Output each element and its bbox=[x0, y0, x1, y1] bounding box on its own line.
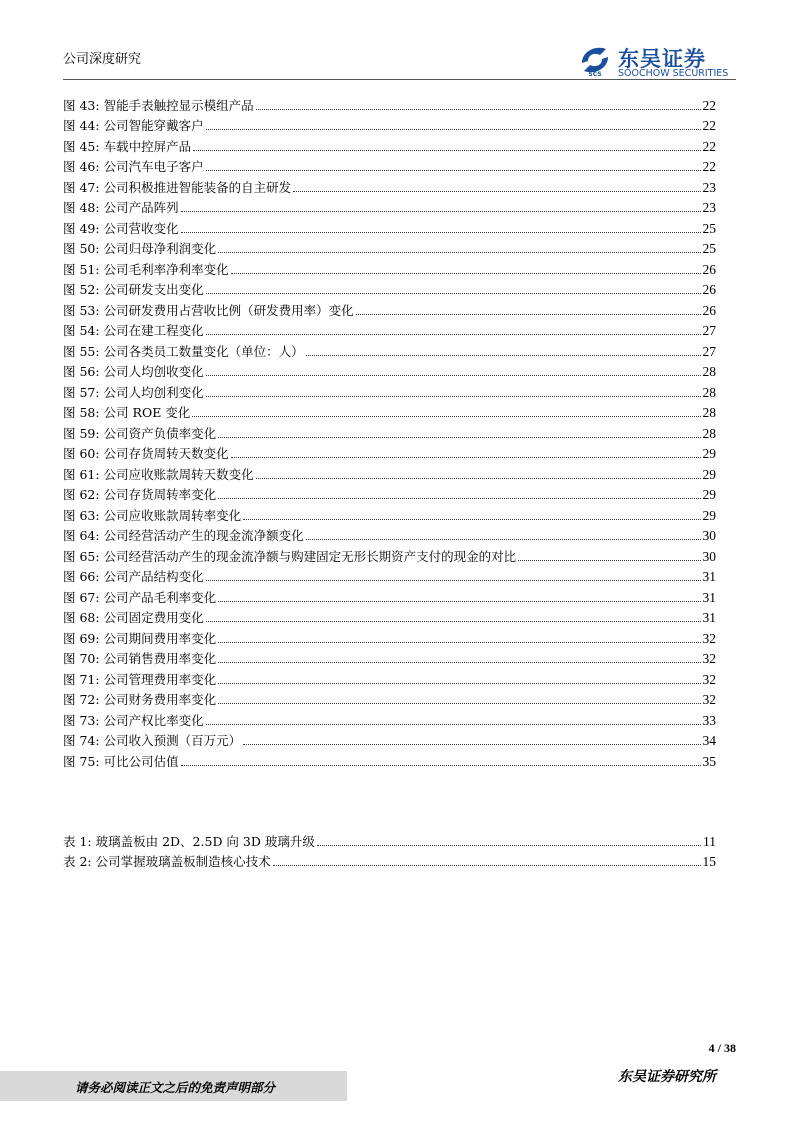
toc-entry-label: 图 45: 车载中控屏产品 bbox=[63, 138, 192, 154]
toc-entry[interactable] bbox=[63, 687, 716, 708]
toc-leader-dots bbox=[231, 272, 701, 274]
toc-leader-dots bbox=[231, 456, 701, 458]
toc-entry-page: 28 bbox=[702, 384, 716, 400]
toc-leader-dots bbox=[206, 333, 701, 335]
logo-mark-icon bbox=[578, 43, 612, 77]
toc-entry-label: 图 75: 可比公司估值 bbox=[63, 753, 179, 769]
toc-leader-dots bbox=[206, 395, 701, 397]
toc-leader-dots bbox=[218, 661, 700, 663]
toc-entry[interactable] bbox=[63, 748, 716, 769]
toc-entry-page: 28 bbox=[702, 425, 716, 441]
toc-entry-page: 33 bbox=[702, 712, 716, 728]
toc-entry-label: 图 63: 公司应收账款周转率变化 bbox=[63, 507, 242, 523]
toc-entry[interactable] bbox=[63, 461, 716, 482]
toc-entry-label: 图 67: 公司产品毛利率变化 bbox=[63, 589, 217, 605]
toc-entry[interactable] bbox=[63, 236, 716, 257]
toc-entry-page: 26 bbox=[702, 261, 716, 277]
toc-entry[interactable] bbox=[63, 256, 716, 277]
toc-entry[interactable] bbox=[63, 849, 716, 870]
toc-entry-page: 22 bbox=[702, 159, 716, 174]
toc-entry-label: 图 58: 公司 ROE 变化 bbox=[63, 405, 191, 420]
logo-chinese-name: 东吴证券 bbox=[618, 47, 706, 71]
toc-entry-page: 15 bbox=[702, 854, 716, 869]
toc-entry[interactable] bbox=[63, 564, 716, 585]
toc-entry-label: 图 52: 公司研发支出变化 bbox=[63, 282, 204, 297]
toc-entry-page: 25 bbox=[702, 220, 716, 236]
toc-entry[interactable] bbox=[63, 174, 716, 195]
toc-leader-dots bbox=[181, 764, 701, 766]
toc-leader-dots bbox=[192, 415, 700, 417]
toc-entry-page: 29 bbox=[702, 466, 716, 482]
toc-leader-dots bbox=[243, 743, 700, 745]
toc-entry-label: 图 65: 公司经营活动产生的现金流净额与购建固定无形长期资产支付的现金的对比 bbox=[63, 548, 517, 564]
toc-entry-page: 22 bbox=[702, 97, 716, 113]
toc-entry-label: 图 61: 公司应收账款周转天数变化 bbox=[63, 466, 254, 482]
footer-disclaimer: 请务必阅读正文之后的免责声明部分 bbox=[75, 1080, 276, 1095]
toc-leader-dots bbox=[256, 108, 701, 110]
toc-entry-page: 26 bbox=[702, 282, 716, 297]
toc-leader-dots bbox=[218, 436, 700, 438]
toc-leader-dots bbox=[293, 190, 700, 192]
toc-entry-label: 图 71: 公司管理费用率变化 bbox=[63, 671, 217, 687]
toc-entry[interactable] bbox=[63, 420, 716, 441]
figure-list bbox=[63, 92, 716, 769]
toc-entry-label: 图 74: 公司收入预测（百万元） bbox=[63, 733, 242, 748]
toc-leader-dots bbox=[181, 210, 701, 212]
toc-entry-label: 图 55: 公司各类员工数量变化（单位：人） bbox=[63, 343, 304, 359]
toc-entry-label: 图 51: 公司毛利率净利率变化 bbox=[63, 261, 229, 277]
toc-entry-label: 表 1: 玻璃盖板由 2D、2.5D 向 3D 玻璃升级 bbox=[63, 833, 315, 849]
toc-leader-dots bbox=[206, 128, 701, 130]
toc-entry-page: 23 bbox=[702, 200, 716, 215]
toc-entry-page: 31 bbox=[702, 589, 716, 605]
toc-entry-label: 图 57: 公司人均创利变化 bbox=[63, 384, 204, 400]
footer-organization: 东吴证券研究所 bbox=[618, 1069, 716, 1085]
toc-entry[interactable] bbox=[63, 277, 716, 298]
toc-entry-page: 29 bbox=[702, 487, 716, 502]
toc-entry-page: 32 bbox=[702, 671, 716, 687]
toc-leader-dots bbox=[206, 292, 701, 294]
toc-entry[interactable] bbox=[63, 195, 716, 216]
toc-entry-label: 图 54: 公司在建工程变化 bbox=[63, 323, 204, 338]
toc-entry[interactable] bbox=[63, 338, 716, 359]
toc-entry-label: 图 53: 公司研发费用占营收比例（研发费用率）变化 bbox=[63, 302, 354, 318]
page-number: 4 / 38 bbox=[708, 1041, 736, 1055]
toc-leader-dots bbox=[218, 702, 700, 704]
toc-entry[interactable] bbox=[63, 92, 716, 113]
toc-leader-dots bbox=[206, 169, 701, 171]
logo-english-name: SOOCHOW SECURITIES bbox=[618, 68, 729, 79]
toc-entry-page: 23 bbox=[702, 179, 716, 195]
header-divider bbox=[63, 79, 736, 80]
toc-leader-dots bbox=[218, 251, 700, 253]
toc-entry[interactable] bbox=[63, 318, 716, 339]
toc-entry-page: 32 bbox=[702, 651, 716, 666]
toc-leader-dots bbox=[206, 374, 701, 376]
toc-entry[interactable] bbox=[63, 543, 716, 564]
toc-leader-dots bbox=[218, 497, 700, 499]
toc-entry[interactable] bbox=[63, 379, 716, 400]
toc-entry-label: 图 48: 公司产品阵列 bbox=[63, 200, 179, 215]
toc-leader-dots bbox=[306, 538, 701, 540]
toc-entry-page: 30 bbox=[702, 528, 716, 543]
toc-entry[interactable] bbox=[63, 828, 716, 849]
toc-entry[interactable] bbox=[63, 728, 716, 749]
toc-leader-dots bbox=[273, 864, 701, 866]
toc-entry-page: 26 bbox=[702, 302, 716, 318]
toc-entry-page: 31 bbox=[702, 569, 716, 584]
toc-entry-page: 27 bbox=[702, 343, 716, 359]
toc-entry[interactable] bbox=[63, 584, 716, 605]
toc-leader-dots bbox=[206, 579, 701, 581]
toc-entry-label: 图 60: 公司存货周转天数变化 bbox=[63, 446, 229, 461]
toc-entry-page: 28 bbox=[702, 364, 716, 379]
toc-entry-label: 图 43: 智能手表触控显示模组产品 bbox=[63, 97, 254, 113]
toc-entry[interactable] bbox=[63, 605, 716, 626]
toc-leader-dots bbox=[256, 477, 701, 479]
toc-entry-label: 图 72: 公司财务费用率变化 bbox=[63, 692, 217, 707]
toc-entry-label: 图 56: 公司人均创收变化 bbox=[63, 364, 204, 379]
toc-entry-label: 图 47: 公司积极推进智能装备的自主研发 bbox=[63, 179, 292, 195]
toc-entry[interactable] bbox=[63, 646, 716, 667]
toc-leader-dots bbox=[181, 231, 701, 233]
toc-entry[interactable] bbox=[63, 215, 716, 236]
toc-entry-label: 图 44: 公司智能穿戴客户 bbox=[63, 118, 204, 133]
toc-leader-dots bbox=[193, 149, 700, 151]
toc-entry-label: 图 46: 公司汽车电子客户 bbox=[63, 159, 204, 174]
toc-entry-label: 图 68: 公司固定费用变化 bbox=[63, 610, 204, 625]
toc-entry-page: 22 bbox=[702, 118, 716, 133]
toc-entry[interactable] bbox=[63, 154, 716, 175]
toc-entry[interactable] bbox=[63, 625, 716, 646]
toc-entry[interactable] bbox=[63, 400, 716, 421]
header-title: 公司深度研究 bbox=[63, 52, 142, 67]
toc-entry-label: 图 50: 公司归母净利润变化 bbox=[63, 241, 217, 256]
toc-leader-dots bbox=[518, 559, 700, 561]
toc-leader-dots bbox=[206, 723, 701, 725]
toc-entry-page: 31 bbox=[702, 610, 716, 625]
toc-entry-page: 35 bbox=[702, 753, 716, 769]
toc-entry-page: 30 bbox=[702, 548, 716, 564]
toc-entry-page: 32 bbox=[702, 630, 716, 646]
toc-entry-label: 图 73: 公司产权比率变化 bbox=[63, 712, 204, 728]
toc-leader-dots bbox=[243, 518, 700, 520]
toc-entry-page: 22 bbox=[702, 138, 716, 154]
toc-leader-dots bbox=[218, 600, 700, 602]
toc-entry-label: 图 59: 公司资产负债率变化 bbox=[63, 425, 217, 441]
toc-entry-label: 图 49: 公司营收变化 bbox=[63, 220, 179, 236]
toc-entry-page: 28 bbox=[702, 405, 716, 420]
toc-leader-dots bbox=[356, 313, 701, 315]
toc-entry-label: 图 70: 公司销售费用率变化 bbox=[63, 651, 217, 666]
toc-entry-page: 25 bbox=[702, 241, 716, 256]
toc-entry-label: 表 2: 公司掌握玻璃盖板制造核心技术 bbox=[63, 854, 271, 869]
toc-entry[interactable] bbox=[63, 523, 716, 544]
toc-entry[interactable] bbox=[63, 441, 716, 462]
toc-entry-page: 27 bbox=[702, 323, 716, 338]
toc-entry[interactable] bbox=[63, 297, 716, 318]
toc-entry-page: 34 bbox=[702, 733, 716, 748]
toc-entry-label: 图 69: 公司期间费用率变化 bbox=[63, 630, 217, 646]
toc-entry[interactable] bbox=[63, 707, 716, 728]
toc-entry-label: 图 62: 公司存货周转率变化 bbox=[63, 487, 217, 502]
toc-leader-dots bbox=[206, 620, 701, 622]
company-logo bbox=[578, 43, 738, 79]
toc-leader-dots bbox=[218, 682, 700, 684]
toc-entry-label: 图 64: 公司经营活动产生的现金流净额变化 bbox=[63, 528, 304, 543]
toc-entry[interactable] bbox=[63, 482, 716, 503]
toc-entry-page: 11 bbox=[703, 833, 716, 849]
toc-entry[interactable] bbox=[63, 133, 716, 154]
table-list bbox=[63, 828, 716, 869]
toc-entry[interactable] bbox=[63, 666, 716, 687]
toc-leader-dots bbox=[218, 641, 700, 643]
toc-entry[interactable] bbox=[63, 502, 716, 523]
toc-entry[interactable] bbox=[63, 359, 716, 380]
toc-entry[interactable] bbox=[63, 113, 716, 134]
toc-leader-dots bbox=[306, 354, 701, 356]
logo-mark-text: SCS bbox=[588, 71, 602, 77]
toc-entry-page: 29 bbox=[702, 507, 716, 523]
toc-leader-dots bbox=[317, 844, 701, 846]
toc-entry-page: 29 bbox=[702, 446, 716, 461]
toc-entry-page: 32 bbox=[702, 692, 716, 707]
toc-entry-label: 图 66: 公司产品结构变化 bbox=[63, 569, 204, 584]
